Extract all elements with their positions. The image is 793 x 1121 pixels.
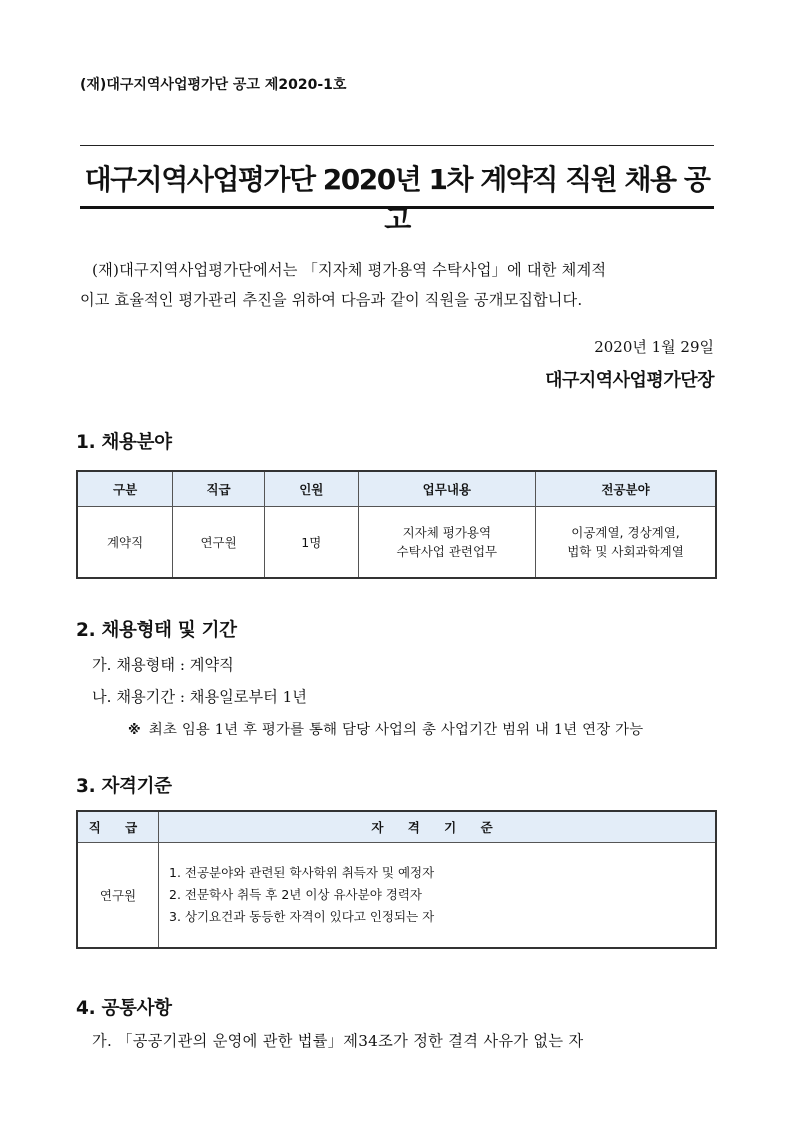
page-title: 대구지역사업평가단 2020년 1차 계약직 직원 채용 공고 [84, 163, 710, 236]
cell-count: 1명 [264, 507, 358, 579]
section-2-heading: 2. 채용형태 및 기간 [76, 620, 237, 641]
intro-line-1: (재)대구지역사업평가단에서는 「지자체 평가용역 수탁사업」에 대한 체계적 [92, 261, 607, 279]
intro-paragraph [80, 255, 720, 315]
reference-mark-icon: ※ [128, 723, 141, 738]
column-header-count: 인원 [264, 471, 358, 507]
extension-note [128, 718, 643, 739]
cell-type: 계약직 [77, 507, 173, 579]
intro-line-2: 이고 효율적인 평가관리 추진을 위하여 다음과 같이 직원을 공개모집합니다. [80, 291, 583, 309]
cell-rank: 연구원 [173, 507, 265, 579]
table-header-row [77, 471, 716, 507]
title-top-rule [80, 145, 714, 146]
criteria-item-1: 1. 전공분야와 관련된 학사학위 취득자 및 예정자 [169, 865, 435, 880]
column-header-criteria: 자 격 기 준 [159, 811, 717, 843]
cell-major [536, 507, 716, 579]
criteria-item-3: 3. 상기요건과 동등한 자격이 있다고 인정되는 자 [169, 909, 435, 924]
column-header-major: 전공분야 [536, 471, 716, 507]
cell-criteria [159, 843, 717, 949]
table-row [77, 843, 716, 949]
table-row [77, 507, 716, 579]
cell-major-line-2: 법학 및 사회과학계열 [567, 544, 684, 559]
notice-date: 2020년 1월 29일 [594, 338, 714, 356]
employment-period: 나. 채용기간 : 채용일로부터 1년 [92, 688, 307, 706]
column-header-type: 구분 [77, 471, 173, 507]
section-4-heading: 4. 공통사항 [76, 998, 172, 1019]
section-1-heading: 1. 채용분야 [76, 432, 172, 453]
column-header-rank: 직 급 [77, 811, 159, 843]
column-header-duty: 업무내용 [358, 471, 535, 507]
cell-duty-line-2: 수탁사업 관련업무 [396, 544, 498, 559]
recruitment-field-table [76, 470, 717, 579]
section-3-heading: 3. 자격기준 [76, 776, 172, 797]
cell-major-line-1: 이공계열, 경상계열, [571, 525, 680, 540]
criteria-item-2: 2. 전문학사 취득 후 2년 이상 유사분야 경력자 [169, 887, 422, 902]
common-requirement-a: 가. 「공공기관의 운영에 관한 법률」제34조가 정한 결격 사유가 없는 자 [92, 1032, 584, 1050]
column-header-rank: 직급 [173, 471, 265, 507]
extension-note-text: 최초 임용 1년 후 평가를 통해 담당 사업의 총 사업기간 범위 내 1년 연장 가능 [148, 722, 644, 738]
title-bottom-rule [80, 206, 714, 209]
notice-number: (재)대구지역사업평가단 공고 제2020-1호 [80, 77, 347, 93]
cell-duty-line-1: 지자체 평가용역 [402, 525, 492, 540]
table-header-row [77, 811, 716, 843]
qualification-table [76, 810, 717, 949]
signer-name: 대구지역사업평가단장 [545, 370, 714, 391]
employment-type: 가. 채용형태 : 계약직 [92, 656, 234, 674]
cell-rank: 연구원 [77, 843, 159, 949]
cell-duty [358, 507, 535, 579]
